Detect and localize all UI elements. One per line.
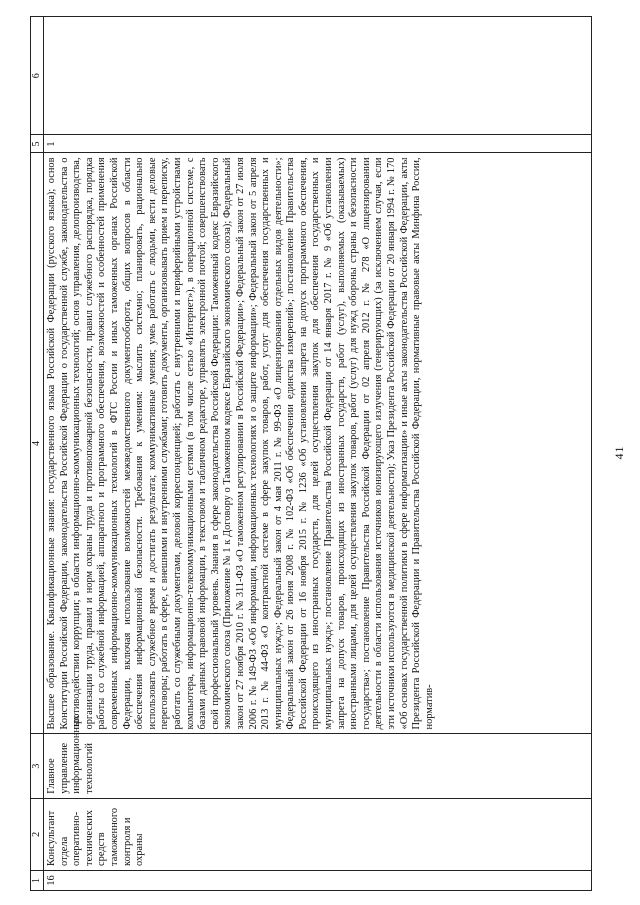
position-title: Консультант отдела оперативно-технических средств таможенного контроля и охраны bbox=[44, 798, 592, 870]
row-number: 16 bbox=[44, 870, 592, 890]
department: Главное управление информационных технологий bbox=[44, 734, 592, 798]
header-cell-6: 6 bbox=[31, 17, 44, 135]
header-cell-1: 1 bbox=[31, 870, 44, 890]
column-5-value: 1 bbox=[44, 135, 592, 153]
table-row bbox=[44, 17, 592, 891]
column-6-value bbox=[44, 17, 592, 135]
header-cell-3: 3 bbox=[31, 734, 44, 798]
staff-requirements-table bbox=[30, 16, 592, 891]
header-row bbox=[31, 17, 44, 891]
header-cell-4: 4 bbox=[31, 153, 44, 734]
qualification-requirements: Высшее образование. Квалификационные знания: государственного языка Российской Федерации (русского языка); основ Конституции Российской Федерации, законодательства Российской Федерации о государственной службе, законодательства о противодействии коррупции; в области информационно-коммуникационных технологий; основ управления, делопроизводства, организации труда, правил и норм охраны труда и противопожарной безопасности, правил служебного распорядка, порядка работы со служебной информацией, аппаратного и программного обеспечения, возможностей и особенностей применения современных информационно-коммуникационных технологий в ФТС России и иных таможенных органах Российской Федерации, включая использование возможностей межведомственного документооборота, общих вопросов в области обеспечения информационной безопасности. Требования к умениям: мыслить системно; планировать, рационально использовать служебное время и достигать результата; коммуникативные умения; умеь работать с людьми, вести деловые переговоры; работать в сфере, с внешними и внутренними службами; готовить документы, организовывать прием и переписку, работать со служебными документами, деловой корреспонденцией; работать с внутренними и периферийными устройствами компьютера, информационно-телекоммуникационными сетями (в том числе сетью «Интернет»), в операционной системе, с базами данных правовой информации, в текстовом и табличном редакторе, управлять электронной почтой; совершенствовать свой профессиональный уровень. Знания в сфере законодательства Российской Федерации: Таможенный кодекс Евразийского экономического союза (Приложение № 1 к Договору о Таможенном кодексе Евразийского экономического союза); Федеральный закон от 27 ноября 2010 г. № 311-ФЗ «О таможенном регулировании в Российской Федерации»; Федеральный закон от 27 июля 2006 г. № 149-ФЗ «Об информации, информационных технологиях и о защите информации»; Федеральный закон от 5 апреля 2013 г. № 44-ФЗ «О контрактной системе в сфере закупок товаров, работ, услуг для обеспечения государственных и муниципальных нужд»; Федеральный закон от 4 мая 2011 г. № 99-ФЗ «О лицензировании отдельных видов деятельности»; Федеральный закон от 26 июня 2008 г. № 102-ФЗ «Об обеспечении единства измерений»; постановление Правительства Российской Федерации от 16 ноября 2015 г. № 1236 «Об установлении запрета на допуск программного обеспечения, происходящего из иностранных государств, для целей осуществления закупок для обеспечения государственных и муниципальных нужд»; постановление Правительства Российской Федерации от 14 января 2017 г. № 9 «Об установлении запрета на допуск товаров, происходящих из иностранных государств, работ (услуг), выполняемых (оказываемых) иностранными лицами, для целей осуществления закупок товаров, работ (услуг) для нужд обороны страны и безопасности государства»; постановление Правительства Российской Федерации от 02 апреля 2012 г. № 278 «О лицензировании деятельности в области использования источников ионизирующего излучения (генерирующих) (за исключением случая, если эти источники используются в медицинской деятельности); Указ Президента Российской Федерации от 20 января 1994 г. № 170 «Об основах государственной политики в сфере информатизации» и иные акты законодательства Российской Федерации, акты Президента Российской Федерации и Правительства Российской Федерации, нормативные правовые акты Минфина России, норматив- bbox=[44, 153, 592, 734]
header-cell-2: 2 bbox=[31, 798, 44, 870]
page-number: 41 bbox=[612, 445, 626, 460]
header-cell-5: 5 bbox=[31, 135, 44, 153]
